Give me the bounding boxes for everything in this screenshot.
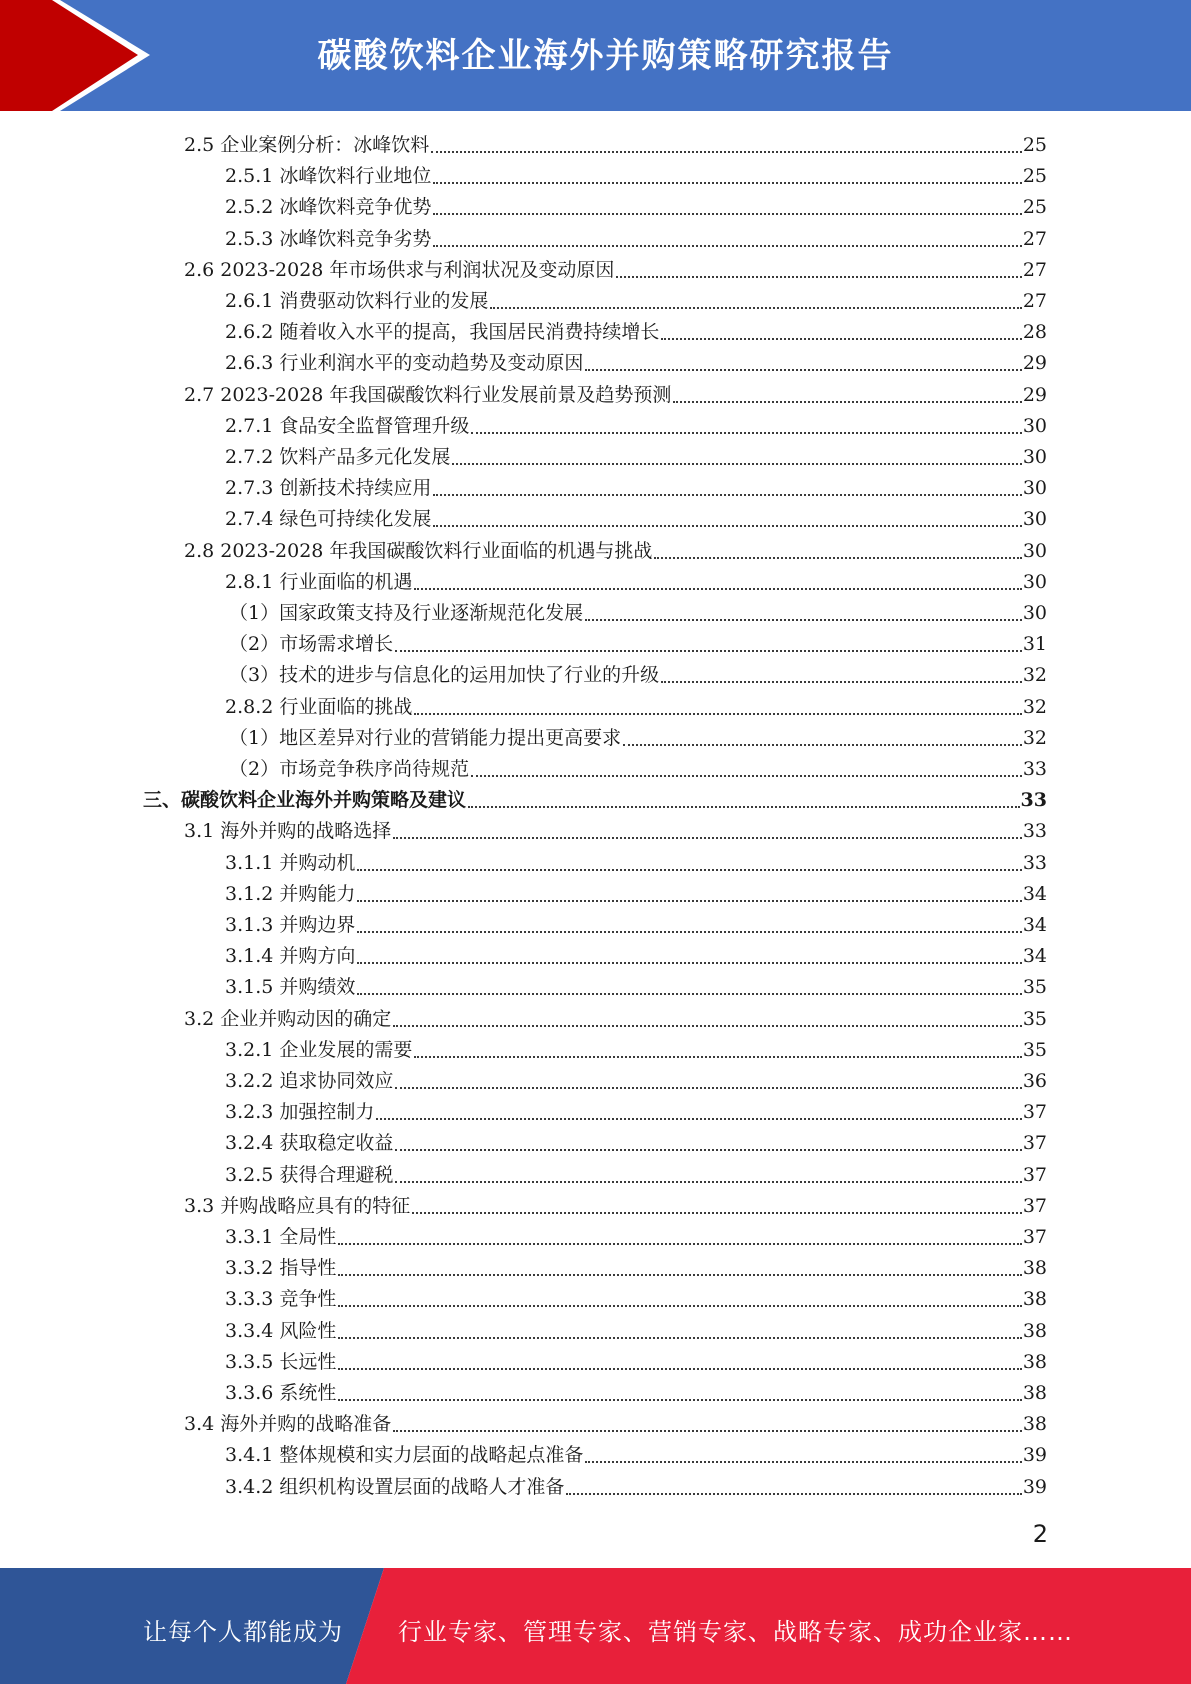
toc-entry-title: （2）市场竞争秩序尚待规范 xyxy=(229,758,470,780)
toc-entry[interactable] xyxy=(184,376,1047,407)
toc-dot-leader xyxy=(393,1430,1022,1432)
toc-entry[interactable] xyxy=(225,344,1047,375)
toc-entry-title: 3.1.4 并购方向 xyxy=(225,945,356,968)
toc-entry[interactable] xyxy=(229,594,1047,625)
document-title: 碳酸饮料企业海外并购策略研究报告 xyxy=(317,36,894,76)
toc-dot-leader xyxy=(616,276,1021,278)
toc-entry[interactable] xyxy=(225,906,1047,937)
toc-entry[interactable] xyxy=(225,500,1047,531)
page-header xyxy=(0,0,1191,111)
toc-entry[interactable] xyxy=(225,1156,1047,1187)
toc-dot-leader xyxy=(393,837,1022,839)
toc-entry-title: 2.8.2 行业面临的挑战 xyxy=(225,695,413,718)
toc-dot-leader xyxy=(431,151,1022,153)
toc-entry[interactable] xyxy=(184,1405,1047,1436)
toc-entry-page: 36 xyxy=(1022,1070,1047,1092)
toc-entry-title: （1）国家政策支持及行业逐渐规范化发展 xyxy=(229,602,584,624)
toc-entry-title: 2.5.1 冰峰饮料行业地位 xyxy=(225,165,432,188)
toc-entry-page: 38 xyxy=(1022,1382,1047,1404)
toc-entry-title: 3.4.2 组织机构设置层面的战略人才准备 xyxy=(225,1475,565,1498)
toc-entry-page: 32 xyxy=(1022,695,1047,718)
toc-dot-leader xyxy=(338,1243,1021,1245)
toc-dot-leader xyxy=(452,463,1021,465)
toc-dot-leader xyxy=(357,900,1021,902)
toc-dot-leader xyxy=(585,369,1021,371)
toc-dot-leader xyxy=(393,1025,1022,1027)
toc-entry[interactable] xyxy=(229,625,1047,656)
toc-entry-title: 3.1.2 并购能力 xyxy=(225,882,356,905)
toc-entry-page: 38 xyxy=(1022,1319,1047,1342)
toc-entry-title: 2.8.1 行业面临的机遇 xyxy=(225,570,413,593)
toc-dot-leader xyxy=(412,1212,1022,1214)
toc-dot-leader xyxy=(490,307,1021,309)
toc-dot-leader xyxy=(433,525,1021,527)
toc-entry[interactable] xyxy=(225,1249,1047,1280)
toc-entry-page: 32 xyxy=(1022,726,1047,749)
toc-dot-leader xyxy=(585,619,1022,621)
toc-entry[interactable] xyxy=(225,188,1047,219)
toc-entry[interactable] xyxy=(225,313,1047,344)
toc-entry-page: 34 xyxy=(1022,945,1047,968)
toc-entry-title: （2）市场需求增长 xyxy=(229,633,394,656)
toc-dot-leader xyxy=(433,245,1021,247)
toc-entry-page: 37 xyxy=(1022,1226,1047,1248)
toc-dot-leader xyxy=(357,931,1021,933)
toc-entry-page: 33 xyxy=(1022,758,1047,780)
toc-entry[interactable] xyxy=(225,1343,1047,1374)
toc-entry[interactable] xyxy=(225,688,1047,719)
toc-entry[interactable] xyxy=(225,563,1047,594)
toc-dot-leader xyxy=(623,744,1022,746)
toc-entry-title: 3.2.2 追求协同效应 xyxy=(225,1070,394,1092)
toc-dot-leader xyxy=(661,681,1022,683)
toc-entry-title: 2.7.2 饮料产品多元化发展 xyxy=(225,446,451,468)
toc-entry[interactable] xyxy=(225,1124,1047,1155)
toc-entry-page: 25 xyxy=(1022,196,1047,219)
toc-entry-title: 2.8 2023-2028 年我国碳酸饮料行业面临的机遇与挑战 xyxy=(184,539,653,562)
toc-dot-leader xyxy=(357,993,1021,995)
toc-entry-title: 3.2.5 获得合理避税 xyxy=(225,1163,394,1186)
toc-dot-leader xyxy=(673,401,1021,403)
toc-dot-leader xyxy=(585,1461,1021,1463)
toc-dot-leader xyxy=(414,713,1021,715)
toc-entry-page: 34 xyxy=(1022,882,1047,905)
toc-entry-title: 3.3.1 全局性 xyxy=(225,1226,337,1248)
toc-entry[interactable] xyxy=(225,157,1047,188)
toc-entry[interactable] xyxy=(225,844,1047,875)
toc-entry-page: 37 xyxy=(1022,1163,1047,1186)
toc-entry-title: 2.6.2 随着收入水平的提高，我国居民消费持续增长 xyxy=(225,321,660,344)
toc-entry-page: 35 xyxy=(1022,1007,1047,1030)
toc-entry[interactable] xyxy=(229,656,1047,687)
toc-entry-title: 2.5 企业案例分析：冰峰饮料 xyxy=(184,134,430,156)
toc-dot-leader xyxy=(471,775,1022,777)
toc-entry-page: 38 xyxy=(1022,1350,1047,1373)
toc-entry-page: 39 xyxy=(1022,1444,1047,1467)
toc-entry-page: 38 xyxy=(1022,1257,1047,1280)
toc-entry-page: 25 xyxy=(1022,134,1047,156)
toc-entry-title: 2.5.2 冰峰饮料竞争优势 xyxy=(225,196,432,219)
toc-dot-leader xyxy=(433,213,1021,215)
toc-entry-page: 33 xyxy=(1022,820,1047,843)
toc-entry[interactable] xyxy=(225,937,1047,968)
toc-entry-page: 34 xyxy=(1022,914,1047,936)
toc-entry-title: 3.3.5 长远性 xyxy=(225,1350,337,1373)
toc-dot-leader xyxy=(357,869,1021,871)
toc-entry-page: 30 xyxy=(1022,539,1047,562)
toc-entry-title: 三、碳酸饮料企业海外并购策略及建议 xyxy=(143,789,467,812)
toc-entry-page: 35 xyxy=(1022,976,1047,999)
toc-entry-page: 37 xyxy=(1022,1194,1047,1217)
toc-dot-leader xyxy=(661,338,1021,340)
toc-entry[interactable] xyxy=(184,126,1047,157)
toc-entry-page: 33 xyxy=(1022,851,1047,874)
toc-entry-title: 2.7 2023-2028 年我国碳酸饮料行业发展前景及趋势预测 xyxy=(184,383,672,406)
toc-entry[interactable] xyxy=(143,781,1047,812)
toc-entry-page: 30 xyxy=(1022,508,1047,531)
toc-entry[interactable] xyxy=(225,1374,1047,1405)
toc-dot-leader xyxy=(338,1337,1021,1339)
toc-entry-title: （1）地区差异对行业的营销能力提出更高要求 xyxy=(229,726,622,749)
toc-entry-page: 39 xyxy=(1022,1475,1047,1498)
toc-entry-page: 30 xyxy=(1022,446,1047,468)
footer-slogan-right: 行业专家、管理专家、营销专家、战略专家、成功企业家…… xyxy=(398,1618,1073,1646)
toc-entry[interactable] xyxy=(229,750,1047,781)
toc-entry-page: 27 xyxy=(1022,227,1047,250)
toc-dot-leader xyxy=(338,1305,1021,1307)
toc-entry[interactable] xyxy=(225,469,1047,500)
toc-entry[interactable] xyxy=(225,282,1047,313)
toc-entry-title: 2.7.4 绿色可持续化发展 xyxy=(225,508,432,531)
toc-entry-page: 38 xyxy=(1022,1288,1047,1311)
toc-entry-title: 3.1.5 并购绩效 xyxy=(225,976,356,999)
toc-dot-leader xyxy=(395,1149,1021,1151)
toc-entry[interactable] xyxy=(184,532,1047,563)
toc-dot-leader xyxy=(395,1181,1021,1183)
toc-entry[interactable] xyxy=(184,812,1047,843)
toc-dot-leader xyxy=(433,182,1021,184)
toc-entry-title: 2.6 2023-2028 年市场供求与利润状况及变动原因 xyxy=(184,258,615,281)
toc-entry-title: 3.2.4 获取稳定收益 xyxy=(225,1132,394,1155)
toc-entry[interactable] xyxy=(225,1031,1047,1062)
toc-entry-page: 30 xyxy=(1022,414,1047,437)
toc-entry[interactable] xyxy=(225,1436,1047,1467)
toc-entry-title: 3.3.3 竞争性 xyxy=(225,1288,337,1311)
toc-entry-page: 33 xyxy=(1020,789,1047,812)
toc-entry-page: 27 xyxy=(1022,258,1047,281)
toc-entry-title: 3.3.4 风险性 xyxy=(225,1319,337,1342)
toc-entry-title: （3）技术的进步与信息化的运用加快了行业的升级 xyxy=(229,664,660,687)
toc-dot-leader xyxy=(471,432,1021,434)
toc-entry-title: 3.2.1 企业发展的需要 xyxy=(225,1038,413,1061)
toc-entry-title: 2.6.3 行业利润水平的变动趋势及变动原因 xyxy=(225,352,584,375)
toc-entry-page: 27 xyxy=(1022,290,1047,312)
toc-entry-title: 3.1 海外并购的战略选择 xyxy=(184,820,392,843)
toc-dot-leader xyxy=(338,1399,1021,1401)
toc-dot-leader xyxy=(468,806,1020,808)
toc-dot-leader xyxy=(376,1118,1021,1120)
toc-entry-title: 3.1.3 并购边界 xyxy=(225,914,356,936)
footer-slogan-left: 让每个人都能成为 xyxy=(143,1618,343,1646)
toc-entry-page: 29 xyxy=(1022,383,1047,406)
toc-dot-leader xyxy=(566,1493,1021,1495)
toc-dot-leader xyxy=(395,1087,1021,1089)
toc-entry[interactable] xyxy=(225,438,1047,469)
toc-entry-page: 35 xyxy=(1022,1038,1047,1061)
toc-entry[interactable] xyxy=(225,1218,1047,1249)
toc-entry-title: 2.5.3 冰峰饮料竞争劣势 xyxy=(225,227,432,250)
toc-dot-leader xyxy=(357,962,1021,964)
toc-entry[interactable] xyxy=(225,1280,1047,1311)
toc-entry[interactable] xyxy=(184,251,1047,282)
toc-entry-page: 32 xyxy=(1022,664,1047,687)
toc-entry[interactable] xyxy=(225,407,1047,438)
toc-entry-title: 3.4 海外并购的战略准备 xyxy=(184,1413,392,1436)
toc-entry-title: 2.7.1 食品安全监督管理升级 xyxy=(225,414,470,437)
page-footer xyxy=(0,1568,1191,1684)
toc-entry-page: 30 xyxy=(1022,477,1047,500)
toc-entry-title: 2.7.3 创新技术持续应用 xyxy=(225,477,432,500)
toc-entry-page: 37 xyxy=(1022,1132,1047,1155)
toc-dot-leader xyxy=(338,1274,1021,1276)
toc-dot-leader xyxy=(338,1368,1021,1370)
toc-entry-title: 2.6.1 消费驱动饮料行业的发展 xyxy=(225,290,489,312)
toc-entry-page: 37 xyxy=(1022,1101,1047,1124)
toc-dot-leader xyxy=(414,588,1021,590)
toc-entry-page: 30 xyxy=(1022,570,1047,593)
toc-dot-leader xyxy=(654,557,1021,559)
toc-entry[interactable] xyxy=(225,875,1047,906)
toc-entry-page: 38 xyxy=(1022,1413,1047,1436)
toc-entry[interactable] xyxy=(184,1187,1047,1218)
toc-dot-leader xyxy=(414,1056,1021,1058)
toc-entry-title: 3.4.1 整体规模和实力层面的战略起点准备 xyxy=(225,1444,584,1467)
toc-entry[interactable] xyxy=(225,1312,1047,1343)
toc-dot-leader xyxy=(395,650,1022,652)
toc-entry[interactable] xyxy=(225,220,1047,251)
toc-entry-title: 3.3 并购战略应具有的特征 xyxy=(184,1194,411,1217)
toc-entry[interactable] xyxy=(225,1468,1047,1499)
page-number: 2 xyxy=(1032,1520,1048,1548)
toc-entry-title: 3.2 企业并购动因的确定 xyxy=(184,1007,392,1030)
toc-entry[interactable] xyxy=(229,719,1047,750)
toc-entry[interactable] xyxy=(225,968,1047,999)
toc-entry[interactable] xyxy=(225,1062,1047,1093)
toc-entry[interactable] xyxy=(184,1000,1047,1031)
toc-entry-title: 3.3.2 指导性 xyxy=(225,1257,337,1280)
toc-dot-leader xyxy=(433,494,1021,496)
toc-entry[interactable] xyxy=(225,1093,1047,1124)
toc-entry-page: 25 xyxy=(1022,165,1047,188)
toc-entry-page: 28 xyxy=(1022,321,1047,344)
toc-entry-title: 3.1.1 并购动机 xyxy=(225,851,356,874)
toc-entry-page: 30 xyxy=(1022,602,1047,624)
toc-entry-title: 3.2.3 加强控制力 xyxy=(225,1101,375,1124)
toc-entry-page: 31 xyxy=(1022,633,1047,656)
toc-entry-title: 3.3.6 系统性 xyxy=(225,1382,337,1404)
toc-entry-page: 29 xyxy=(1022,352,1047,375)
